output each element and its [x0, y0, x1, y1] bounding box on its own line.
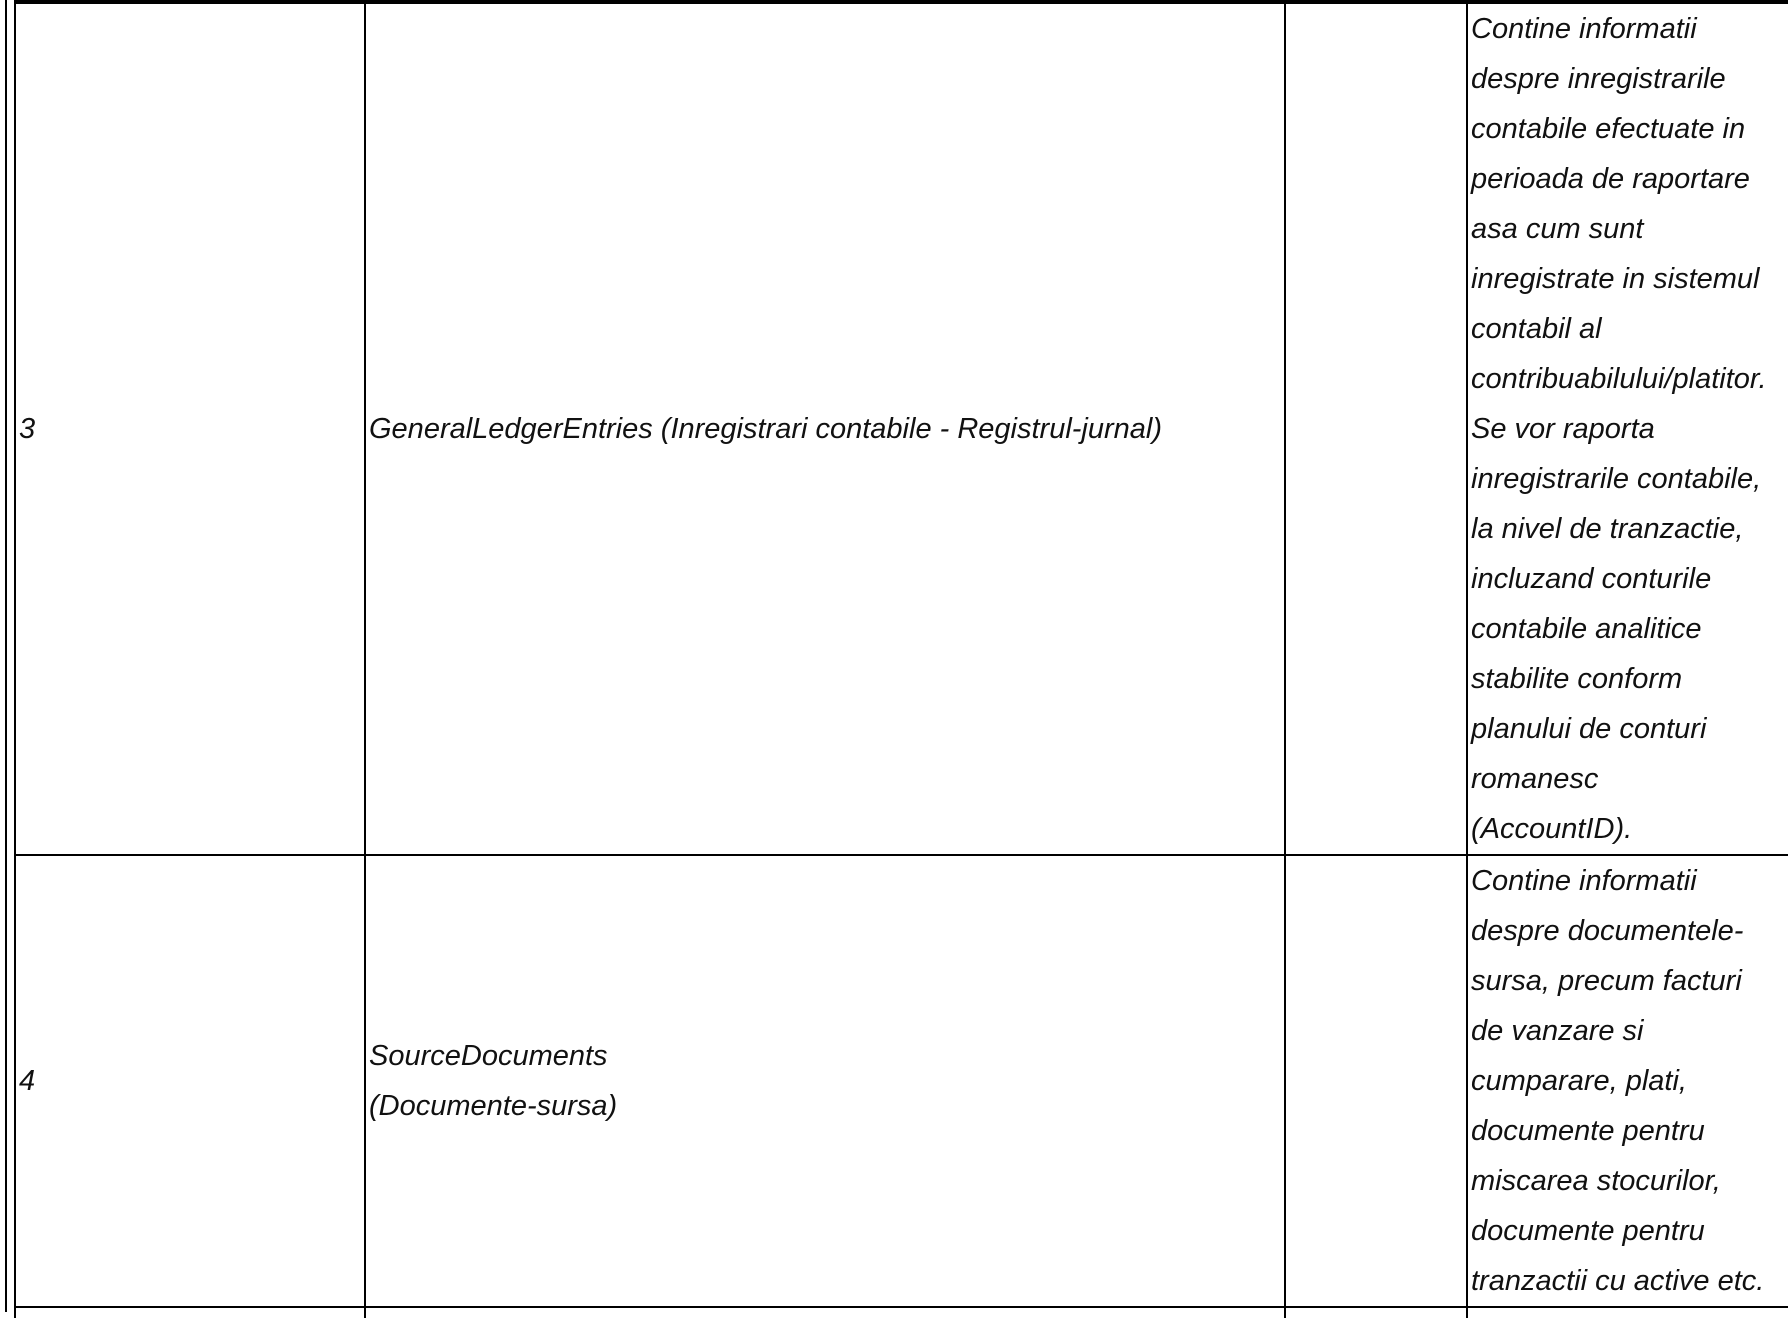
description-line: la nivel de tranzactie, — [1471, 513, 1744, 545]
description-line: inregistrate in sistemul — [1471, 263, 1760, 295]
description-line: sursa, precum facturi — [1471, 965, 1742, 997]
description-line: inregistrarile contabile, — [1471, 463, 1762, 495]
empty-cell — [1285, 3, 1467, 855]
description-line: documente pentru — [1471, 1115, 1705, 1147]
description-line: Contine informatii — [1471, 13, 1697, 45]
description-line: (AccountID). — [1471, 813, 1633, 845]
section-name-line: GeneralLedgerEntries (Inregistrari contabile - Registrul-jurnal) — [369, 413, 1163, 445]
description-line: planului de conturi — [1471, 713, 1707, 745]
description-line: contabile analitice — [1471, 613, 1702, 645]
section-name-line: SourceDocuments — [369, 1040, 608, 1072]
description-line: Se vor raporta — [1471, 413, 1655, 445]
description-line: contabil al — [1471, 313, 1602, 345]
section-name — [365, 855, 1285, 1307]
description-line: contribuabilului/platitor. — [1471, 363, 1767, 395]
table-row — [15, 3, 1788, 855]
description-line: documente pentru — [1471, 1215, 1705, 1247]
table-outer-border — [5, 0, 7, 1312]
section-description — [1467, 855, 1788, 1307]
sections-table — [14, 0, 1788, 1318]
description-line: stabilite conform — [1471, 663, 1683, 695]
empty-cell — [1285, 855, 1467, 1307]
description-line: romanesc — [1471, 763, 1599, 795]
section-description — [1467, 3, 1788, 855]
description-line: de vanzare si — [1471, 1015, 1644, 1047]
description-line: cumparare, plati, — [1471, 1065, 1687, 1097]
row-number: 4 — [15, 855, 365, 1307]
section-name-line: (Documente-sursa) — [369, 1090, 618, 1122]
section-name — [365, 3, 1285, 855]
table-row — [15, 855, 1788, 1307]
description-line: contabile efectuate in — [1471, 113, 1746, 145]
description-line: despre documentele- — [1471, 915, 1744, 947]
description-line: despre inregistrarile — [1471, 63, 1726, 95]
row-number: 3 — [15, 3, 365, 855]
description-line: Contine informatii — [1471, 865, 1697, 897]
description-line: tranzactii cu active etc. — [1471, 1265, 1765, 1297]
description-line: perioada de raportare — [1471, 163, 1750, 195]
description-line: asa cum sunt — [1471, 213, 1644, 245]
description-line: incluzand conturile — [1471, 563, 1712, 595]
description-line: miscarea stocurilor, — [1471, 1165, 1721, 1197]
table-row-next-partial — [15, 1307, 1788, 1318]
